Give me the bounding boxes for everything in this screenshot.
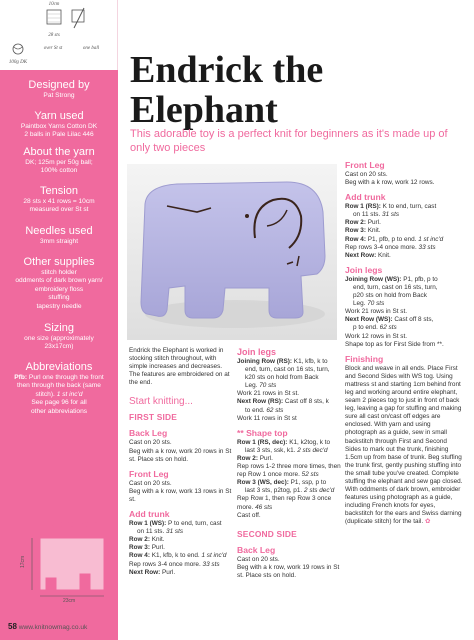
finishing-text — [345, 365, 463, 527]
row-text: Cast off 8 sts, — [392, 316, 434, 324]
pattern-intro: Endrick the Elephant is worked in stocking stitch throughout, with simple increases and decreases. The features are embroidered on at the end. — [129, 347, 230, 387]
trunk-row-2 — [129, 536, 233, 544]
row-label: Next Row (WS): — [345, 316, 393, 324]
trunk2-row-1-cont — [345, 211, 463, 219]
tension-sts-label: 28 sts — [48, 33, 60, 38]
row-text: K1, k2tog, k to — [287, 438, 331, 446]
trunk2-repeat — [345, 244, 463, 252]
other-supplies-line-1: stitch holder — [41, 269, 77, 276]
row-text: Purl. — [257, 454, 273, 462]
join-work-rows: Work 21 rows in St st. — [237, 390, 300, 398]
add-trunk-heading-2: Add trunk — [345, 192, 386, 203]
join2-work-rows-2: Work 12 rows in St st. — [345, 332, 408, 340]
row-text: Purl. — [160, 568, 176, 576]
other-supplies-line-3: embroidery floss — [34, 285, 84, 293]
trunk-row-4 — [129, 552, 233, 560]
back-leg-1-line-1: Cast on 20 sts. — [129, 439, 172, 447]
schematic-width-label: 23cm — [63, 598, 76, 604]
row-label: Row 2: — [345, 219, 366, 227]
row-text: Knit. — [365, 227, 381, 235]
finishing-heading: Finishing — [345, 353, 384, 364]
row-label: Row 4: — [129, 552, 150, 560]
stitch-count: 62 sts — [266, 406, 284, 414]
row-label: Row 3: — [129, 544, 150, 552]
stitch-count: 70 sts — [259, 382, 277, 390]
first-side-heading: FIRST SIDE — [129, 412, 178, 423]
front-leg-heading-2: Front Leg — [345, 160, 385, 170]
schematic-diagram — [22, 530, 118, 602]
front-leg-heading-1: Front Leg — [129, 468, 169, 479]
row-text: Leg. — [245, 382, 260, 390]
join-next-row — [237, 398, 341, 406]
tension-line-2: measured over St st — [29, 206, 89, 214]
sizing-heading: Sizing — [44, 322, 74, 334]
title-line-2: Elephant — [130, 89, 278, 131]
tension-heading: Tension — [40, 185, 78, 197]
row-text: on 11 sts. — [137, 528, 167, 536]
yarn-ball-icon — [3, 42, 33, 66]
tension-square-graphic — [44, 8, 64, 28]
row-label: Next Row: — [129, 568, 161, 576]
designer-section — [4, 79, 114, 100]
join-row — [237, 358, 341, 366]
needles-heading: Needles used — [25, 225, 93, 237]
abbreviations-line-1 — [4, 374, 114, 382]
join2-row-cont-2: p20 sts on hold from Back — [353, 292, 427, 300]
row-text: Leg. — [353, 300, 368, 308]
schematic-shape — [40, 538, 104, 590]
finishing-body: Block and weave in all ends. Place First and Second Sides with WS tog. Using mattress st and starting 1cm behind front leg and working around entire elephant, seam 2 pieces tog to just in front of back leg, leaving a gap for stuffing and making sure all cast on/cast off edges are enclosed. With yarn and using photograph as a guide, sew in small backstitch through First and Second Sides to mark out the trunk, finishing 1.5cm up from base of trunk. Beg stuffing the trunk first, gently pushing stuffing into the small tube you've created. Complete stuffing the elephant and sew gap closed. With oddments of dark brown, embroider features using photograph as a guide, including French knots for eyes, backstitch for the ears and Swiss darning (duplicate stitch) for the tail. — [345, 364, 463, 526]
stitch-count: 52 sts — [301, 471, 319, 479]
back-leg-heading-1: Back Leg — [129, 428, 168, 439]
row-text: K1, kfb, k to end. — [149, 552, 202, 560]
stitch-count: 62 sts — [379, 324, 397, 332]
join-row-cont-2: k20 sts on hold from Back — [245, 374, 319, 382]
abbreviations-line-5: other abbreviations — [30, 407, 88, 415]
join2-work-rows: Work 21 rows in St st. — [345, 308, 408, 316]
abbreviations-heading: Abbreviations — [25, 361, 93, 373]
tension-square-icon — [44, 2, 64, 39]
front-leg-1-line-2: Beg with a k row, work 13 rows in St st. — [129, 487, 232, 503]
about-yarn-heading: About the yarn — [23, 146, 95, 158]
gauge-panel — [0, 0, 118, 70]
join-legs-heading-1: Join legs — [237, 347, 277, 357]
front-leg-1-line-1: Cast on 20 sts. — [129, 479, 172, 487]
abbreviations-line-2: then through the back (same — [17, 382, 101, 390]
add-trunk-heading-1: Add trunk — [129, 509, 170, 520]
needles-section — [4, 225, 114, 246]
join2-row — [345, 276, 463, 284]
trunk2-row-1 — [345, 203, 463, 211]
row-label: Row 3: — [345, 227, 366, 235]
pfb-term: Pfb: — [14, 374, 28, 381]
yarn-used-heading: Yarn used — [34, 110, 84, 122]
pfb-inc: 1 st inc'd — [56, 390, 83, 398]
end-mark-icon: ✿ — [424, 518, 431, 526]
pfb-def-3: stitch). — [35, 390, 57, 398]
page-title — [130, 50, 460, 130]
trunk-repeat — [129, 561, 233, 569]
shape-cast-off: Cast off. — [237, 511, 261, 519]
join2-next-row — [345, 316, 463, 324]
other-supplies-heading: Other supplies — [23, 256, 95, 268]
shape-row-1 — [237, 439, 341, 447]
row-text: last 3 sts, ssk, k1. — [245, 446, 298, 454]
tension-section — [4, 185, 114, 215]
tension-width-label: 10cm — [48, 2, 60, 7]
difficulty-label-box — [74, 46, 108, 52]
other-supplies-line-2: oddments of dark brown yarn/ — [15, 277, 103, 285]
back-leg-2-line-2: Beg with a k row, work 19 rows in St st. Place sts on hold. — [237, 563, 340, 579]
technique-label: over St st — [43, 46, 63, 51]
stitch-count: 31 sts — [382, 211, 400, 219]
join2-next-row-cont — [345, 324, 463, 332]
page-footer — [8, 622, 87, 631]
row-text: on 11 sts. — [353, 211, 383, 219]
page-number: 58 — [8, 622, 17, 631]
back-leg-1-line-2: Beg with a k row, work 20 rows in St st. Place sts on hold. — [129, 447, 232, 463]
sizing-line-1: one size (approximately — [24, 335, 94, 342]
elephant-illustration — [127, 164, 337, 340]
row-label: Row 1 (RS, dec): — [237, 438, 288, 446]
stitch-count: 33 sts — [418, 243, 436, 251]
row-text: Rep rows 1-2 three more times, then rep Row 1 once more. — [237, 463, 341, 479]
row-label: Joining Row (WS): — [345, 275, 402, 283]
row-text: P1, pfb, p to — [401, 275, 438, 283]
yarn-ball-graphic — [10, 43, 26, 55]
back-leg-2-line-1: Cast on 20 sts. — [237, 555, 280, 563]
about-yarn-line-1: DK; 125m per 50g ball; — [25, 159, 93, 166]
row-text: Rep Row 1, then rep Row 3 once more. — [237, 495, 332, 511]
trunk2-row-3 — [345, 227, 463, 235]
row-label: Row 1 (RS): — [345, 203, 381, 211]
row-text: to end. — [245, 406, 267, 414]
second-side-heading: SECOND SIDE — [237, 528, 297, 539]
row-text: p to end. — [353, 324, 380, 332]
schematic-title: Schematic — [52, 519, 100, 530]
abbreviations-section — [4, 361, 114, 416]
row-text: Purl. — [365, 219, 381, 227]
footer-site: www.knitnowmag.co.uk — [18, 624, 88, 631]
stitch-count: 33 sts — [202, 560, 220, 568]
difficulty-label: one ball — [82, 46, 100, 51]
schematic-height-label: 17cm — [20, 555, 26, 568]
pfb-def-1: Purl one through the front — [27, 374, 104, 381]
join2-row-cont-3 — [345, 300, 463, 308]
tension-line-1: 28 sts x 41 rows = 10cm — [23, 198, 95, 205]
join-row-cont-3 — [237, 382, 341, 390]
back-leg-heading-2: Back Leg — [237, 544, 276, 555]
column-3 — [345, 160, 463, 527]
stitch-count: 1 st inc'd — [418, 235, 444, 243]
trunk2-row-4 — [345, 236, 463, 244]
stitch-count: 2 sts dec'd — [297, 446, 328, 454]
sizing-section — [4, 322, 114, 352]
needles-text: 3mm straight — [39, 238, 79, 245]
shape-row-3-cont — [237, 487, 341, 495]
other-supplies-line-4: stuffing — [48, 294, 70, 302]
designer-heading: Designed by — [28, 79, 90, 91]
row-text: P to end, turn, cast — [166, 520, 222, 528]
stitch-count: 70 sts — [367, 300, 385, 308]
row-text: Knit. — [376, 251, 391, 259]
yarn-weight-label: 100g DK — [8, 60, 28, 65]
trunk2-row-2 — [345, 219, 463, 227]
trunk-row-1 — [129, 520, 233, 528]
other-supplies-line-5: tapestry needle — [36, 302, 82, 310]
abbreviations-line-3 — [4, 391, 114, 399]
shape-row-1-cont — [237, 447, 341, 455]
row-label: Joining Row (RS): — [237, 358, 293, 365]
about-yarn-line-2: 100% cotton — [40, 167, 78, 175]
yarn-used-line-2: 2 balls in Pale Lilac 446 — [24, 131, 94, 139]
row-text: P1, pfb, p to end. — [365, 235, 419, 243]
yarn-used-section — [4, 110, 114, 140]
shape-repeat-2 — [237, 495, 341, 511]
join-work-rows-2: Work 11 rows in St st — [237, 414, 297, 422]
row-text: K1, kfb, k to — [292, 358, 328, 365]
row-label: Next Row (RS): — [237, 398, 284, 406]
row-text: K to end, turn, cast — [380, 203, 437, 211]
about-yarn-section — [4, 146, 114, 176]
join2-shape-top: Shape top as for First Side from **. — [345, 340, 444, 348]
shape-row-2 — [237, 455, 341, 463]
elephant-photo — [127, 164, 337, 340]
join-legs-heading-2: Join legs — [345, 264, 383, 275]
stitch-count: 31 sts — [166, 528, 184, 536]
row-label: Next Row: — [345, 251, 377, 259]
designer-name: Pat Strong — [43, 92, 75, 99]
join-next-row-cont — [237, 407, 341, 415]
shape-repeat — [237, 463, 341, 479]
stitch-count: 46 sts — [255, 503, 273, 511]
front-leg-2-line-2: Beg with a k row, work 12 rows. — [345, 179, 435, 187]
technique-label-box — [36, 46, 70, 52]
stitch-count: 2 sts dec'd — [303, 487, 335, 495]
trunk-next-row — [129, 569, 233, 577]
join2-row-cont-1: end, turn, cast on 16 sts, turn, — [353, 283, 438, 291]
trunk2-next-row — [345, 252, 463, 260]
trunk-row-3 — [129, 544, 233, 552]
row-text: Knit. — [149, 536, 165, 544]
row-text: Cast off 8 sts, k — [283, 398, 329, 406]
needle-graphic — [70, 6, 88, 30]
yarn-used-line-1: Paintbox Yarns Cotton DK — [20, 123, 98, 130]
front-leg-2-line-1: Cast on 20 sts. — [345, 171, 388, 178]
row-text: Purl. — [149, 544, 165, 552]
column-1 — [129, 347, 233, 577]
trunk-row-1-cont — [129, 528, 233, 536]
row-text: last 3 sts, p2tog, p1. — [245, 487, 304, 495]
start-knitting-heading: Start knitting... — [129, 396, 193, 408]
join-row-cont-1: end, turn, cast on 16 sts, turn, — [245, 366, 330, 374]
row-label: Row 2: — [237, 454, 258, 462]
sizing-line-2: 23x17cm) — [44, 343, 74, 351]
row-text: Rep rows 3-4 once more. — [345, 243, 419, 251]
shape-row-3 — [237, 479, 341, 487]
row-label: Row 2: — [129, 536, 150, 544]
stitch-count: 1 st inc'd — [201, 552, 227, 560]
row-text: P1, ssp, p to — [288, 479, 327, 487]
intro-text: This adorable toy is a perfect knit for beginners as it's made up of only two pieces — [130, 128, 448, 154]
needle-icon — [70, 6, 88, 35]
row-label: Row 3 (WS, dec): — [237, 479, 289, 487]
shape-top-heading: ** Shape top — [237, 427, 288, 438]
abbreviations-line-4: See page 96 for all — [31, 399, 87, 407]
column-2 — [237, 347, 341, 580]
other-supplies-section — [4, 256, 114, 311]
row-label: Row 4: — [345, 235, 366, 243]
title-line-1: Endrick the — [130, 49, 324, 91]
row-label: Row 1 (WS): — [129, 520, 167, 528]
row-text: Rep rows 3-4 once more. — [129, 560, 203, 568]
